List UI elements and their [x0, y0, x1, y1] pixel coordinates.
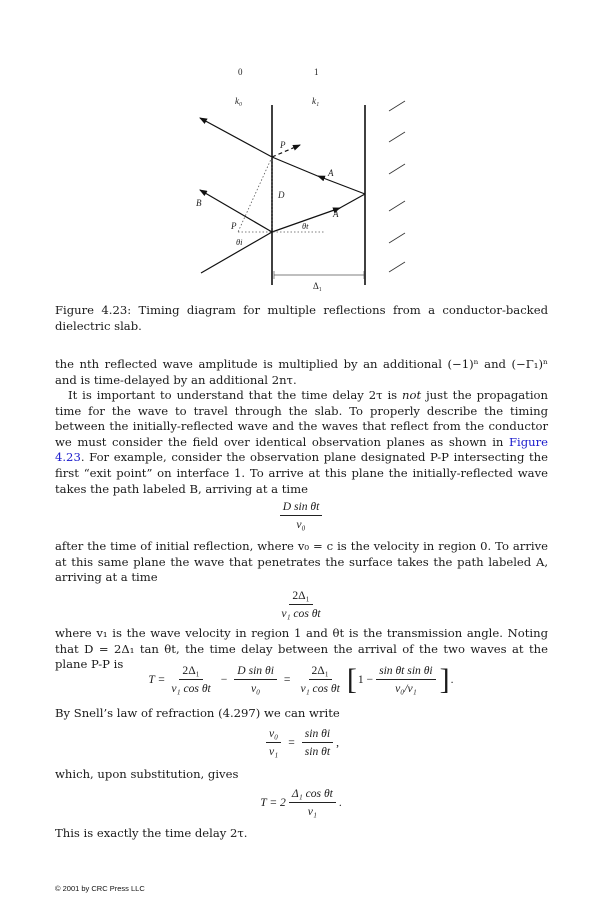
- A-upper-label: A: [328, 168, 334, 178]
- B-label: B: [196, 198, 202, 208]
- eq5-den: v₁: [307, 805, 317, 818]
- equation-5: [0, 787, 602, 818]
- paragraph-7: This is exactly the time delay 2τ.: [55, 826, 248, 840]
- eq3-f3-num: 2Δ₁: [309, 664, 332, 680]
- eq4-f2-num: sin θi: [302, 727, 333, 743]
- eq1-denominator: v₀: [296, 518, 306, 531]
- exit-ray: [200, 118, 272, 157]
- observation-plane-PP: [238, 157, 272, 232]
- equation-2: [0, 589, 602, 620]
- region-0-label: 0: [238, 67, 243, 77]
- eq3-lhs: T =: [148, 673, 166, 686]
- eq2-denominator: v₁ cos θt: [281, 607, 321, 620]
- paragraph-2-text-a: It is important to understand that the time delay 2τ is: [68, 388, 403, 402]
- k1-label: k₁: [312, 96, 320, 106]
- eq2-numerator: 2Δ₁: [289, 589, 312, 605]
- equation-3: T = $\frac{\text{2Δ₁}}{\text{v₁ cos θt}}$ − $\frac{\text{D sin θi}}{\text{v₀}}$ = $\frac{\text{2Δ₁}}{\text{v₁ cos θt}}$ [ 1 − $\frac{\text{sin θt sin θi}}{\text{v₀/v₁}}$ ] .: [148, 662, 454, 696]
- eq3-end: .: [450, 673, 454, 686]
- eq3-equals: =: [283, 673, 291, 686]
- eq5-lhs: T = 2: [260, 796, 286, 809]
- theta-i-label: θi: [236, 237, 243, 247]
- eq3-f1-num: 2Δ₁: [179, 664, 202, 680]
- dashed-ray: [272, 145, 300, 157]
- conductor-reflected-ray-A-upper: [318, 176, 365, 194]
- delta-dimension: [274, 271, 364, 279]
- conductor-hatch: [389, 101, 405, 272]
- paragraph-2: [55, 388, 548, 497]
- delta1-label: Δ₁: [313, 281, 322, 291]
- equation-4: [0, 727, 602, 758]
- k0-label: k₀: [235, 96, 243, 106]
- copyright-footer: © 2001 by CRC Press LLC: [55, 884, 145, 893]
- eq1-numerator: D sin θt: [280, 500, 323, 516]
- D-label: D: [278, 190, 285, 200]
- paragraph-4: where v₁ is the wave velocity in region 1 and θt is the transmission angle. Noting that D = 2Δ₁ tan θt, the time delay between the arrival of the two waves at the plane P-P is: [55, 626, 548, 672]
- paragraph-5: By Snell’s law of refraction (4.297) we can write: [55, 706, 340, 720]
- paragraph-2-emphasis: not: [402, 388, 422, 402]
- theta-t-label: θt: [302, 221, 309, 231]
- paragraph-2-text-c: . For example, consider the observation plane designated P-P intersecting the first “exit point” on interface 1. To arrive at this plane the initially-reflected wave takes the path labeled B, arriving at a time: [55, 450, 548, 496]
- eq3-f1-den: v₁ cos θt: [171, 682, 211, 695]
- paragraph-6: which, upon substitution, gives: [55, 767, 239, 781]
- eq3-minus: −: [220, 673, 228, 686]
- eq4-end: ,: [336, 736, 339, 749]
- paragraph-2-text-b: just the propagation time for the wave to travel through the slab. To properly describe the timing between the initially-reflected wave and the waves that reflect from the conductor we must consider the field over identical observation planes as shown in: [55, 388, 548, 449]
- timing-diagram-figure: [0, 0, 602, 300]
- eq3-f4-num: sin θt sin θi: [376, 664, 436, 680]
- P-top-label: P: [280, 140, 286, 150]
- eq3-f3-den: v₁ cos θt: [300, 682, 340, 695]
- eq3-f2-den: v₀: [251, 682, 261, 695]
- paragraph-1: the nth reflected wave amplitude is multiplied by an additional (−1)ⁿ and (−Γ₁)ⁿ and is time-delayed by an additional 2nτ.: [55, 357, 548, 387]
- eq3-f4-den: v₀/v₁: [395, 682, 417, 695]
- eq3-one-minus: 1 −: [357, 673, 374, 686]
- eq4-f1-num: v₀: [266, 727, 281, 743]
- eq4-f1-den: v₁: [269, 745, 279, 758]
- P-bottom-label: P: [231, 221, 237, 231]
- eq5-end: .: [338, 796, 342, 809]
- figure-4-23-link[interactable]: Figure 4.23: [55, 434, 548, 465]
- eq5-num: Δ₁ cos θt: [289, 787, 336, 803]
- A-lower-label: A: [333, 209, 339, 219]
- figure-caption: Figure 4.23: Timing diagram for multiple reflections from a conductor-backed dielectric slab.: [55, 303, 548, 333]
- eq4-equals: =: [288, 736, 295, 749]
- equation-1: [0, 500, 602, 531]
- paragraph-3: after the time of initial reflection, where v₀ = c is the velocity in region 0. To arrive at this same plane the wave that penetrates the surface takes the path labeled A, arriving at a time: [55, 539, 548, 585]
- region-1-label: 1: [314, 67, 319, 77]
- eq3-f2-num: D sin θi: [234, 664, 277, 680]
- eq4-f2-den: sin θt: [304, 745, 331, 758]
